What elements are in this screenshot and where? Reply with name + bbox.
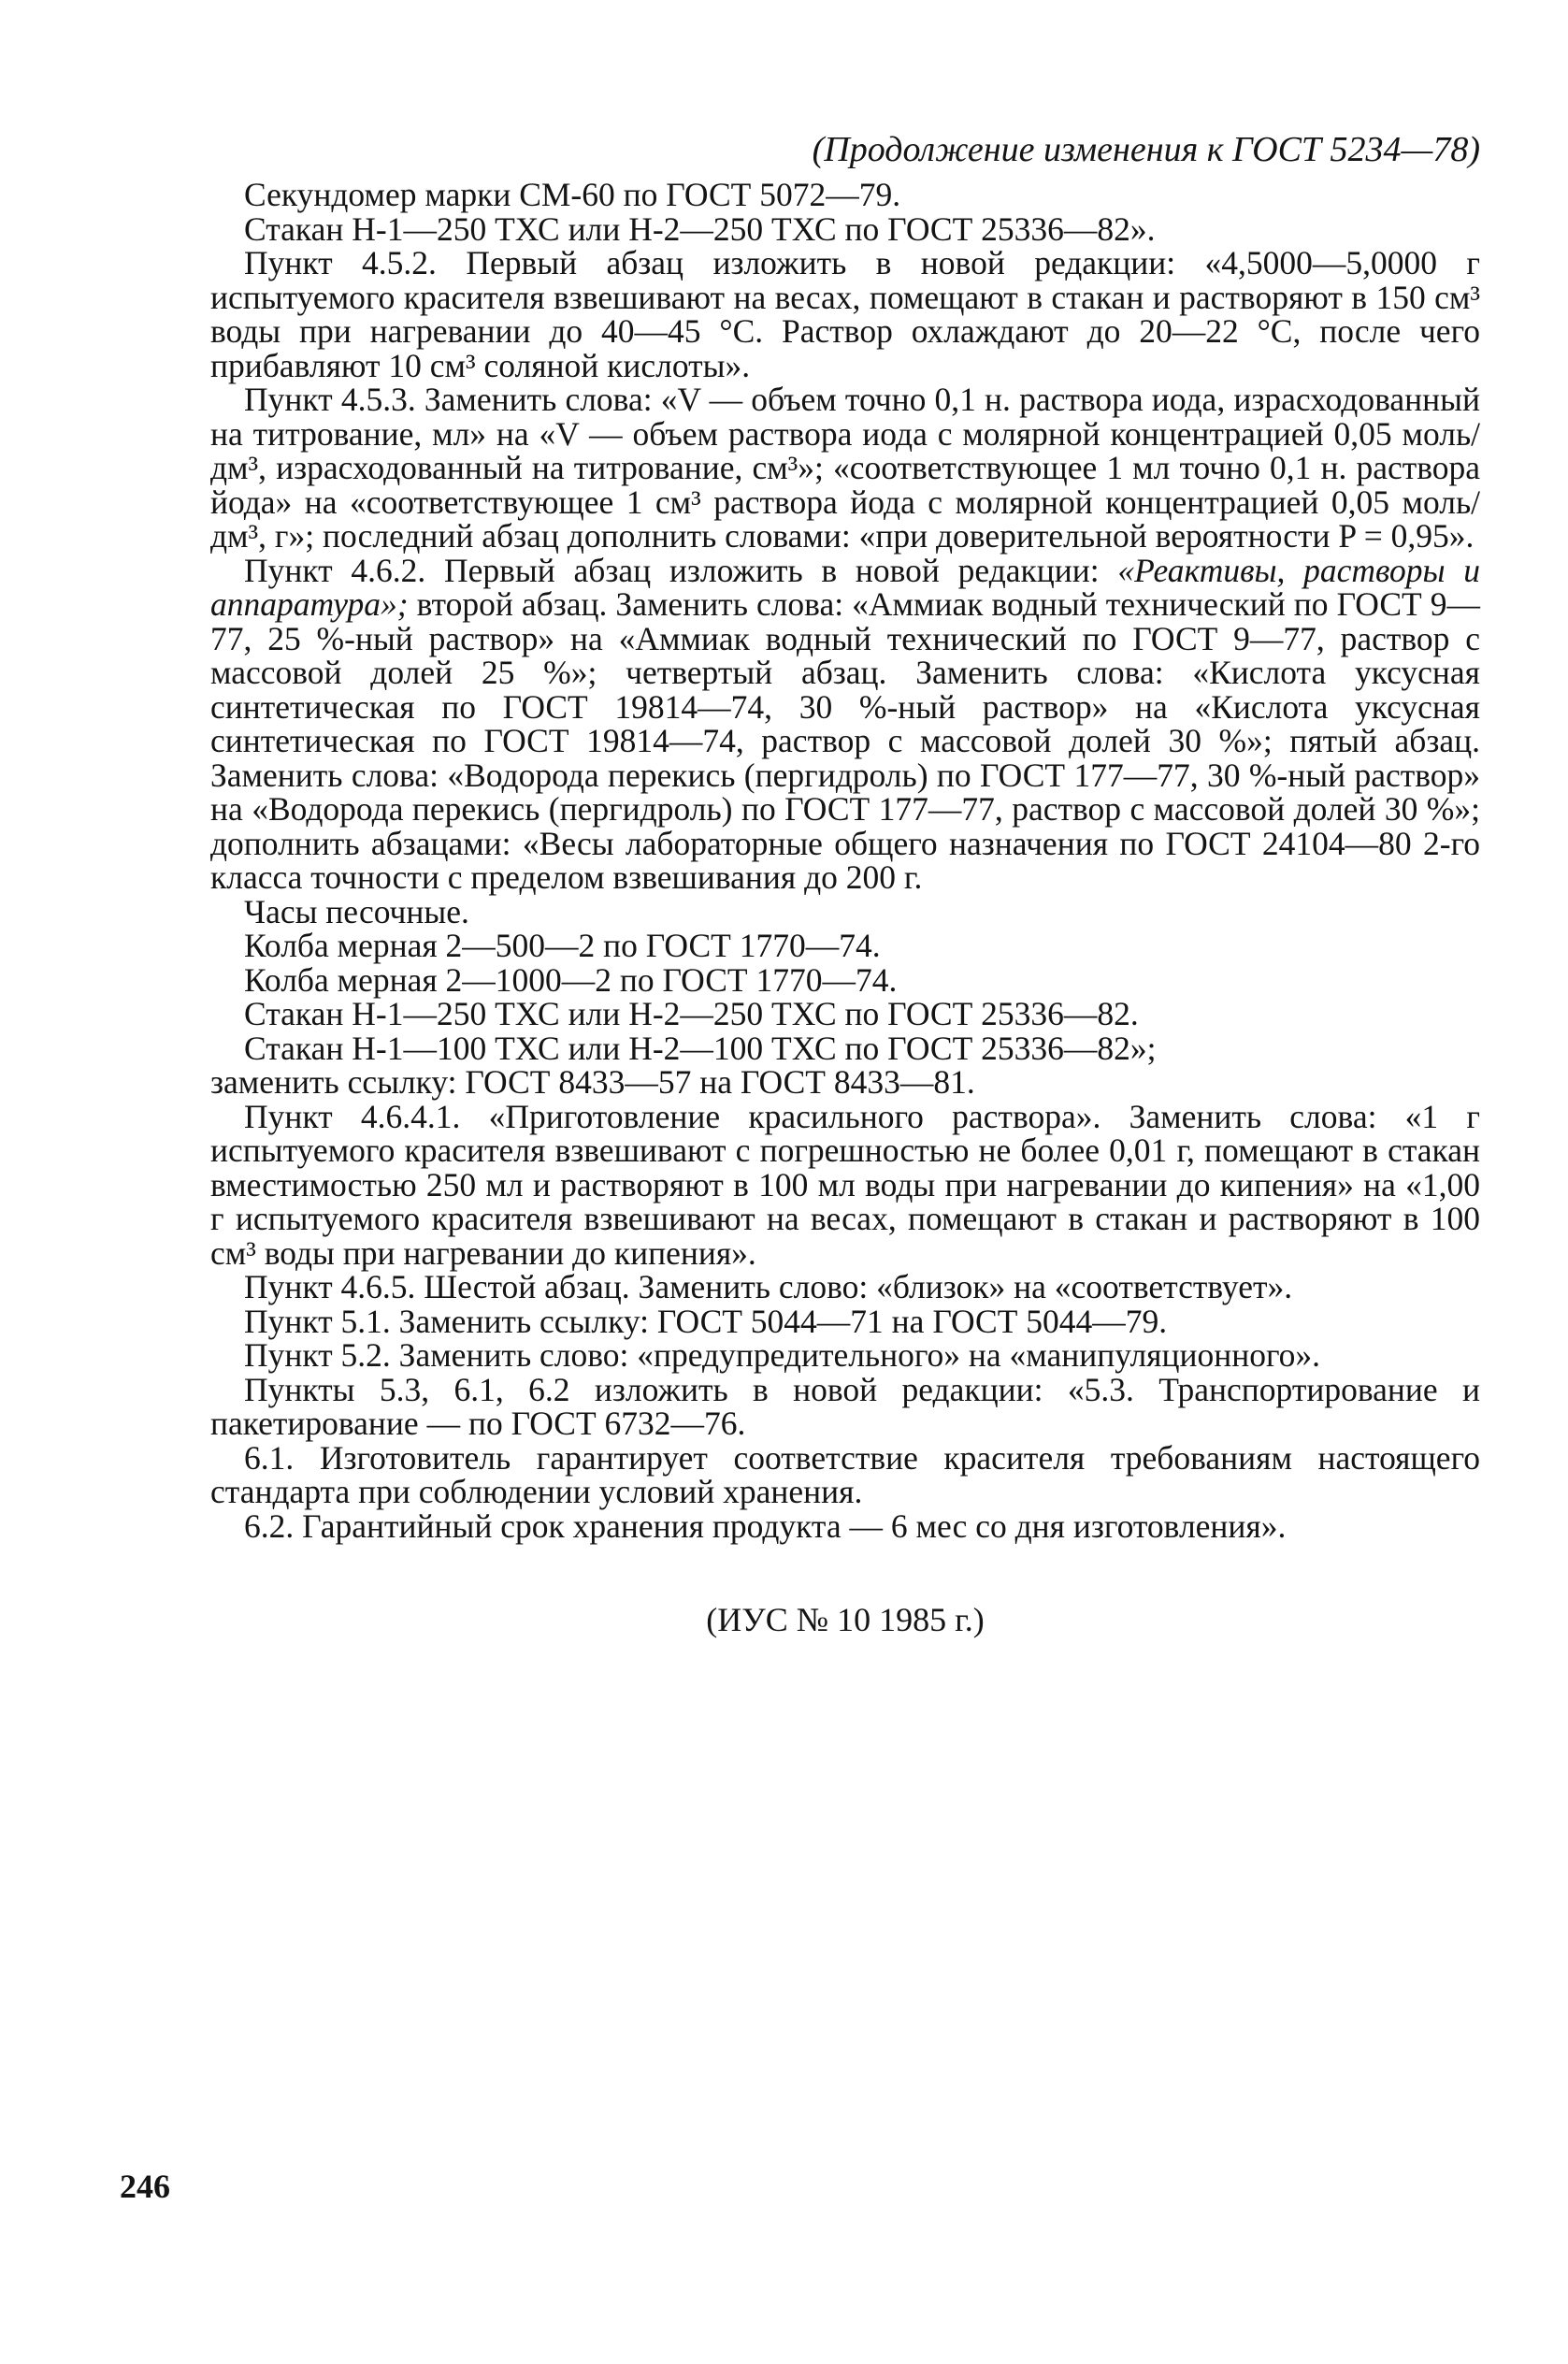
paragraph-text: 6.2. Гарантийный срок хранения продукта — 6 мес со дня изготовления». (244, 1506, 1287, 1545)
paragraph-4-6-2 (210, 551, 1480, 896)
paragraph-4-5-2 (210, 246, 1480, 382)
paragraph-5-2 (210, 1338, 1480, 1373)
paragraph-text: Часы песочные. (244, 892, 469, 930)
list-item-reference (210, 1065, 1480, 1100)
paragraph-text: Колба мерная 2—500—2 по ГОСТ 1770—74. (244, 927, 881, 964)
paragraph-text: Пункт 4.5.2. Первый абзац изложить в новой редакции: «4,5000—5,0000 г испытуемого красителя взвешивают на весах, помещают в стакан и растворяют в 150 см³ воды при нагревании до 40—45 °С. Раствор охлаждают до 20—22 °С, после чего прибавляют 10 см³ соляной кислоты». (210, 244, 1480, 384)
list-item-beaker-250 (210, 997, 1480, 1031)
paragraph-text: Пункт 4.5.3. Заменить слова: «V — объем точно 0,1 н. раствора иода, израсходованный на титрование, мл» на «V — объем раствора иода с молярной концентрацией 0,05 моль/дм³, израсходованный на титрование, см³»; «соответствующее 1 мл точно 0,1 н. раствора йода» на «соответствующее 1 см³ раствора йода с молярной концентрацией 0,05 моль/дм³, г»; последний абзац дополнить словами: «при доверительной вероятности P = 0,95». (210, 381, 1480, 555)
paragraph-4-5-3 (210, 382, 1480, 554)
paragraph-text: Пункт 4.6.2. Первый абзац изложить в новой редакции: (244, 551, 1118, 589)
italic-title: «Реактивы, растворы и аппаратура»; (210, 551, 1480, 623)
document-body (210, 178, 1480, 1543)
paragraph-6-1 (210, 1438, 1480, 1510)
paragraph-text: Колба мерная 2—1000—2 по ГОСТ 1770—74. (244, 960, 898, 999)
paragraph-text: Стакан Н-1—100 ТХС или Н-2—100 ТХС по ГОСТ 25336—82»; (244, 1029, 1157, 1067)
paragraph-5-3 (210, 1370, 1480, 1442)
paragraph-5-1 (210, 1302, 1480, 1340)
paragraph-text: Секундомер марки СМ-60 по ГОСТ 5072—79. (244, 176, 901, 213)
paragraph-text: Пункт 5.1. Заменить ссылку: ГОСТ 5044—71 на ГОСТ 5044—79. (244, 1302, 1168, 1340)
list-item-hourglass (210, 892, 1480, 930)
paragraph-beaker-250 (210, 209, 1480, 248)
paragraph-4-6-5 (210, 1270, 1480, 1305)
paragraph-text: Стакан Н-1—250 ТХС или Н-2—250 ТХС по ГОСТ 25336—82. (244, 995, 1139, 1032)
page-header: (Продолжение изменения к ГОСТ 5234—78) (812, 130, 1480, 169)
source-note: (ИУС № 10 1985 г.) (706, 1601, 985, 1638)
list-item-flask-1000 (210, 960, 1480, 999)
paragraph-stopwatch (210, 178, 1480, 212)
paragraph-text: второй абзац. Заменить слова: «Аммиак водный технический по ГОСТ 9—77, 25 %-ный раствор» на «Аммиак водный технический по ГОСТ 9—77, раствор с массовой долей 25 %»; четвертый абзац. Заменить слова: «Кислота уксусная синтетическая по ГОСТ 19814—74, 30 %-ный раствор» на «Кислота уксусная синтетическая по ГОСТ 19814—74, раствор с массовой долей 30 %»; пятый абзац. Заменить слова: «Водорода перекись (пергидроль) по ГОСТ 177—77, 30 %-ный раствор» на «Водорода перекись (пергидроль) по ГОСТ 177—77, раствор с массовой долей 30 %»; дополнить абзацами: «Весы лабораторные общего назначения по ГОСТ 24104—80 2-го класса точности с пределом взвешивания до 200 г. (210, 585, 1480, 896)
paragraph-text: Пункты 5.3, 6.1, 6.2 изложить в новой редакции: «5.3. Транспортирование и пакетирование — по ГОСТ 6732—76. (210, 1370, 1480, 1442)
paragraph-text: Пункт 4.6.5. Шестой абзац. Заменить слово: «близок» на «соответствует». (244, 1268, 1293, 1305)
paragraph-text: Стакан Н-1—250 ТХС или Н-2—250 ТХС по ГОСТ 25336—82». (244, 209, 1156, 248)
paragraph-text: 6.1. Изготовитель гарантирует соответствие красителя требованиям настоящего стандарта при соблюдении условий хранения. (210, 1438, 1480, 1510)
paragraph-text: Пункт 5.2. Заменить слово: «предупредительного» на «манипуляционного». (244, 1336, 1321, 1374)
paragraph-text: заменить ссылку: ГОСТ 8433—57 на ГОСТ 8433—81. (210, 1063, 975, 1101)
page-number: 246 (120, 2168, 170, 2205)
paragraph-6-2 (210, 1506, 1480, 1545)
list-item-flask-500 (210, 929, 1480, 963)
list-item-beaker-100 (210, 1031, 1480, 1066)
paragraph-4-6-4-1 (210, 1097, 1480, 1272)
paragraph-text: Пункт 4.6.4.1. «Приготовление красильного раствора». Заменить слова: «1 г испытуемого красителя взвешивают с погрешностью не более 0,01 г, помещают в стакан вместимостью 250 мл и растворяют в 100 мл воды при нагревании до кипения» на «1,00 г испытуемого красителя взвешивают на весах, помещают в стакан и растворяют в 100 см³ воды при нагревании до кипения». (210, 1097, 1480, 1272)
